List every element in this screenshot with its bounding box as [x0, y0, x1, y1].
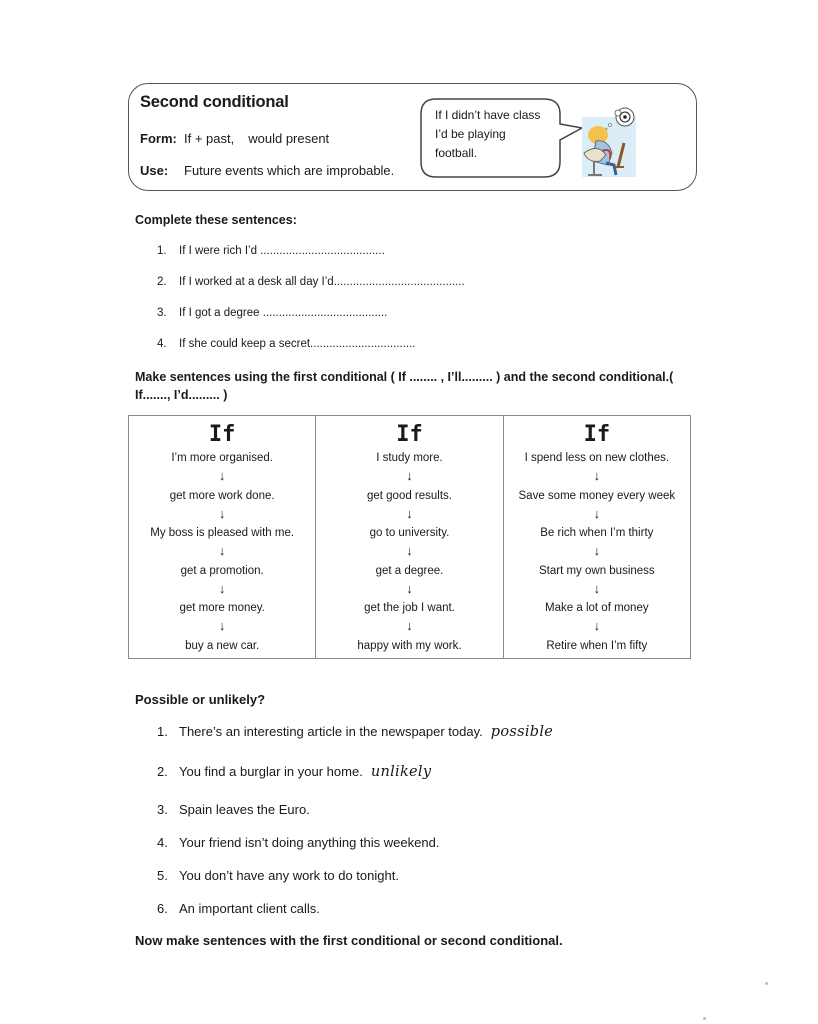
use-value: Future events which are improbable. — [184, 163, 395, 178]
chain-item: Start my own business — [538, 564, 655, 577]
complete-item-text: If I worked at a desk all day I’d......................................... — [179, 276, 465, 288]
column-header: If — [583, 422, 611, 447]
handwritten-answer: unlikely — [370, 764, 432, 780]
likely-item-text: There’s an interesting article in the newspaper today. — [179, 724, 483, 739]
chain-item: happy with my work. — [357, 639, 462, 652]
down-arrow-icon: ↓ — [593, 505, 601, 521]
down-arrow-icon: ↓ — [593, 618, 601, 633]
down-arrow-icon: ↓ — [218, 580, 226, 596]
speech-bubble-text — [435, 106, 560, 163]
down-arrow-icon: ↓ — [218, 505, 226, 521]
chain-column-3 — [503, 416, 690, 659]
bubble-line: football. — [435, 146, 478, 160]
down-arrow-icon: ↓ — [406, 618, 413, 633]
chain-item: My boss is pleased with me. — [150, 527, 295, 539]
form-row — [140, 131, 329, 146]
bubble-line: If I didn’t have class — [435, 108, 541, 122]
likely-item-text: Spain leaves the Euro. — [179, 802, 310, 817]
likely-item: 5. You don’t have any work to do tonight. — [157, 868, 399, 883]
form-value-a: If + past, — [184, 131, 235, 146]
likely-item: 4. Your friend isn’t doing anything this weekend. — [157, 835, 440, 850]
down-arrow-icon: ↓ — [593, 580, 601, 596]
chain-item: get the job I want. — [364, 602, 455, 614]
complete-item: 1. If I were rich I’d ....................................... — [157, 245, 385, 257]
likely-item-text: Your friend isn’t doing anything this weekend. — [179, 835, 440, 850]
likely-item-text: An important client calls. — [179, 901, 320, 916]
column-header: If — [396, 422, 423, 447]
likely-item: 3. Spain leaves the Euro. — [157, 802, 310, 817]
make-sentences-heading: Make sentences using the first conditional ( If ........ , I’ll......... ) and the second conditional.( If......., I’d......... ) — [135, 370, 674, 402]
chain-item: get more money. — [179, 602, 265, 614]
down-arrow-icon: ↓ — [593, 468, 601, 483]
use-label: Use: — [140, 163, 169, 178]
chain-column-1 — [129, 416, 316, 659]
down-arrow-icon: ↓ — [406, 505, 413, 521]
likely-item: 1. There’s an interesting article in the newspaper today. possible — [157, 724, 554, 740]
down-arrow-icon: ↓ — [593, 543, 601, 558]
complete-item-text: If she could keep a secret................................. — [179, 338, 416, 350]
final-instruction: Now make sentences with the first conditional or second conditional. — [135, 933, 563, 948]
bubble-line: I’d be playing — [435, 127, 506, 141]
down-arrow-icon: ↓ — [218, 468, 226, 483]
use-row — [140, 163, 394, 178]
chain-item: Retire when I’m fifty — [546, 639, 648, 652]
conditional-chain-table — [128, 415, 691, 659]
boy-daydreaming-football-icon — [578, 103, 658, 181]
chain-item: get a degree. — [375, 564, 444, 577]
down-arrow-icon: ↓ — [218, 543, 226, 558]
likely-item-text: You find a burglar in your home. — [179, 764, 363, 779]
worksheet-title: Second conditional — [140, 93, 289, 111]
likely-item: 2. You find a burglar in your home. unlikely — [157, 764, 432, 780]
column-header: If — [208, 422, 236, 447]
scan-artifact — [765, 982, 768, 985]
down-arrow-icon: ↓ — [406, 543, 413, 558]
chain-item: Save some money every week — [518, 489, 676, 502]
chain-column-2 — [316, 416, 503, 659]
chain-item: I study more. — [376, 452, 443, 464]
chain-item: buy a new car. — [185, 639, 260, 652]
chain-item: Make a lot of money — [545, 602, 649, 614]
down-arrow-icon: ↓ — [406, 468, 413, 483]
likely-item: 6. An important client calls. — [157, 901, 320, 916]
chain-item: get good results. — [366, 489, 452, 502]
complete-heading: Complete these sentences: — [135, 213, 297, 227]
chain-item: I’m more organised. — [171, 452, 273, 464]
likely-item-text: You don’t have any work to do tonight. — [179, 868, 399, 883]
scan-artifact — [703, 1017, 706, 1020]
form-label: Form: — [140, 131, 177, 146]
possible-or-unlikely-heading: Possible or unlikely? — [135, 692, 266, 707]
complete-item-text: If I got a degree ....................................... — [179, 307, 388, 319]
down-arrow-icon: ↓ — [406, 580, 413, 596]
down-arrow-icon: ↓ — [218, 618, 226, 633]
complete-item: 3. If I got a degree ....................................... — [157, 307, 388, 319]
chain-item: go to university. — [369, 527, 450, 539]
form-value-b: would present — [248, 131, 330, 146]
complete-item: 4. If she could keep a secret................................. — [157, 338, 416, 350]
chain-item: Be rich when I’m thirty — [540, 527, 654, 539]
complete-item-text: If I were rich I’d ....................................... — [179, 245, 385, 257]
complete-item: 2. If I worked at a desk all day I’d......................................... — [157, 276, 465, 288]
chain-item: get more work done. — [169, 489, 275, 502]
chain-item: I spend less on new clothes. — [524, 452, 670, 464]
handwritten-answer: possible — [490, 724, 554, 740]
chain-item: get a promotion. — [180, 564, 264, 577]
